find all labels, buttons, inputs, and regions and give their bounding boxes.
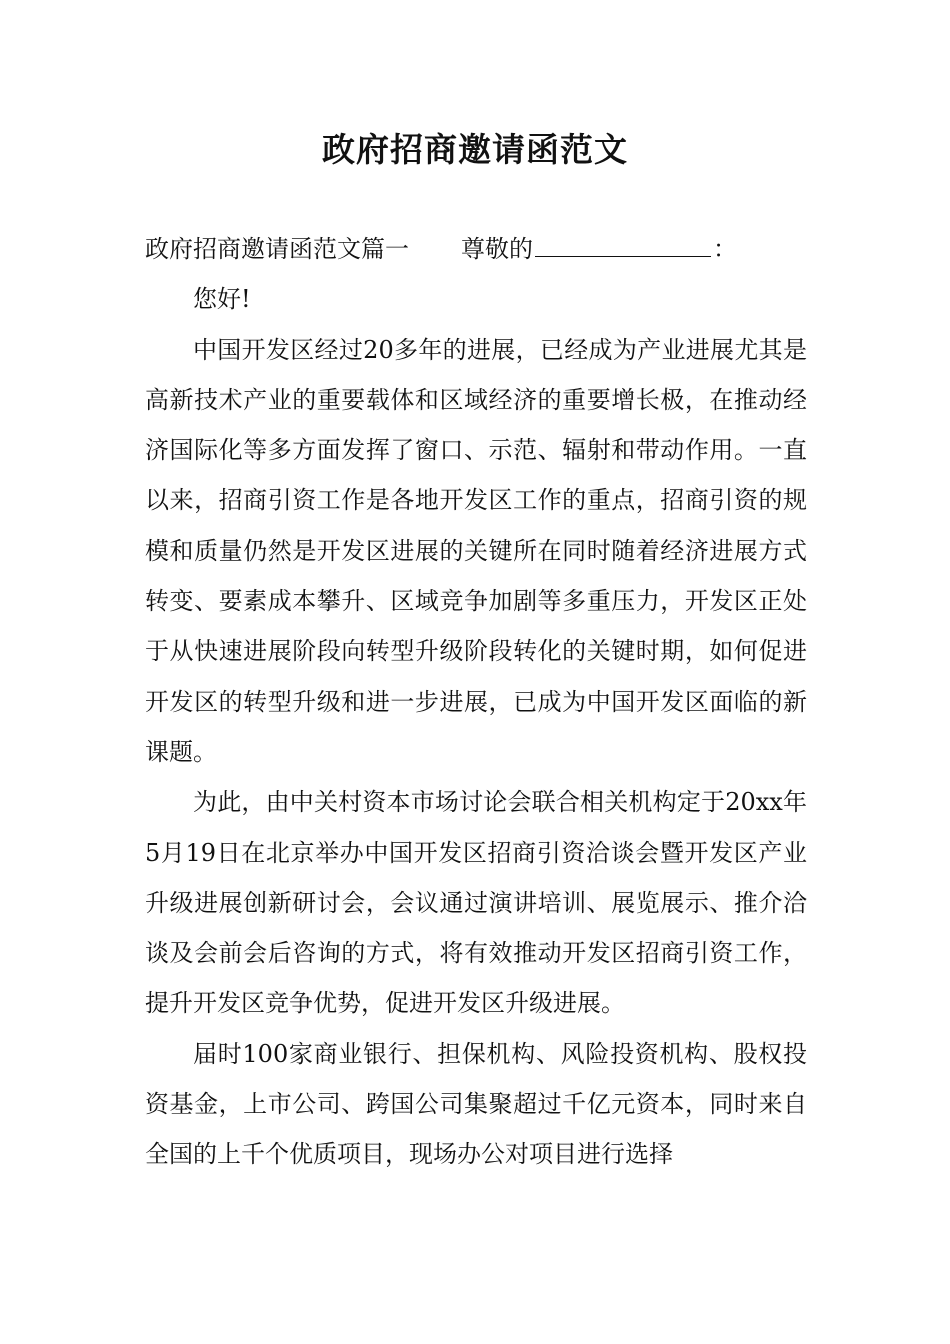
paragraph-3: 届时100家商业银行、担保机构、风险投资机构、股权投资基金，上市公司、跨国公司集聚超过千亿元资本，同时来自全国的上千个优质项目，现场办公对项目进行选择 [145,1039,807,1169]
section-heading: 政府招商邀请函范文篇一 [145,235,409,263]
greeting: 您好! [193,285,251,314]
paragraph-2: 为此，由中关村资本市场讨论会联合相关机构定于20xx年5月19日在北京举办中国开发区招商引资洽谈会暨开发区产业升级进展创新研讨会，会议通过演讲培训、展览展示、推介洽谈及会前会后咨询的方式，将有效推动开发区招商引资工作，提升开发区竞争优势，促进开发区升级进展。 [145,788,807,1018]
salutation-colon: ： [713,235,737,263]
paragraph-1: 中国开发区经过20多年的进展，已经成为产业进展尤其是高新技术产业的重要载体和区域经济的重要增长极，在推动经济国际化等多方面发挥了窗口、示范、辐射和带动作用。一直以来，招商引资工作是各地开发区工作的重点，招商引资的规模和质量仍然是开发区进展的关键所在同时随着经济进展方式转变、要素成本攀升、区域竞争加剧等多重压力，开发区正处于从快速进展阶段向转型升级阶段转化的关键时期，如何促进开发区的转型升级和进一步进展，已成为中国开发区面临的新课题。 [145,335,807,766]
salutation: 尊敬的 [461,235,533,263]
recipient-blank [535,234,711,257]
document-body [145,224,807,1180]
heading-line [145,224,807,274]
document-title: 政府招商邀请函范文 [322,130,628,169]
